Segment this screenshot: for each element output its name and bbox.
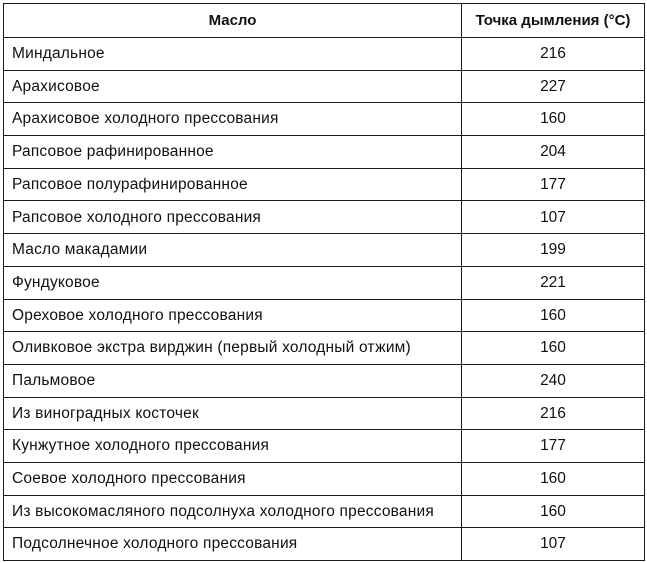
- table-body: [4, 38, 645, 561]
- table-header: [4, 4, 645, 38]
- table-row: [4, 528, 645, 561]
- oil-name-cell: Миндальное: [4, 38, 462, 71]
- table-row: [4, 168, 645, 201]
- oil-name-cell: Кунжутное холодного прессования: [4, 430, 462, 463]
- table-row: [4, 136, 645, 169]
- smoke-point-cell: 221: [462, 266, 645, 299]
- oil-name-cell: Рапсовое холодного прессования: [4, 201, 462, 234]
- smoke-point-cell: 216: [462, 397, 645, 430]
- smoke-point-cell: 107: [462, 201, 645, 234]
- table-row: [4, 201, 645, 234]
- table-row: [4, 332, 645, 365]
- oil-name-cell: Соевое холодного прессования: [4, 462, 462, 495]
- oil-name-cell: Подсолнечное холодного прессования: [4, 528, 462, 561]
- smoke-point-table: [3, 3, 645, 561]
- smoke-point-cell: 107: [462, 528, 645, 561]
- smoke-point-cell: 240: [462, 364, 645, 397]
- smoke-point-cell: 160: [462, 462, 645, 495]
- oil-name-cell: Ореховое холодного прессования: [4, 299, 462, 332]
- oil-name-cell: Масло макадамии: [4, 234, 462, 267]
- oil-name-cell: Оливковое экстра вирджин (первый холодный отжим): [4, 332, 462, 365]
- oil-name-cell: Пальмовое: [4, 364, 462, 397]
- smoke-point-cell: 227: [462, 70, 645, 103]
- smoke-point-cell: 177: [462, 168, 645, 201]
- table-row: [4, 234, 645, 267]
- table-row: [4, 103, 645, 136]
- header-oil: Масло: [4, 4, 462, 38]
- table-row: [4, 495, 645, 528]
- table-row: [4, 38, 645, 71]
- smoke-point-cell: 160: [462, 103, 645, 136]
- smoke-point-cell: 177: [462, 430, 645, 463]
- smoke-point-cell: 160: [462, 495, 645, 528]
- smoke-point-cell: 204: [462, 136, 645, 169]
- table-row: [4, 266, 645, 299]
- table-row: [4, 462, 645, 495]
- oil-name-cell: Из виноградных косточек: [4, 397, 462, 430]
- table-row: [4, 299, 645, 332]
- table-row: [4, 430, 645, 463]
- oil-name-cell: Рапсовое рафинированное: [4, 136, 462, 169]
- smoke-point-table-container: [3, 3, 645, 561]
- header-row: [4, 4, 645, 38]
- table-row: [4, 397, 645, 430]
- oil-name-cell: Из высокомасляного подсолнуха холодного прессования: [4, 495, 462, 528]
- header-smoke-point: Точка дымления (°С): [462, 4, 645, 38]
- oil-name-cell: Рапсовое полурафинированное: [4, 168, 462, 201]
- smoke-point-cell: 216: [462, 38, 645, 71]
- oil-name-cell: Арахисовое холодного прессования: [4, 103, 462, 136]
- smoke-point-cell: 199: [462, 234, 645, 267]
- table-row: [4, 70, 645, 103]
- table-row: [4, 364, 645, 397]
- smoke-point-cell: 160: [462, 332, 645, 365]
- smoke-point-cell: 160: [462, 299, 645, 332]
- oil-name-cell: Фундуковое: [4, 266, 462, 299]
- oil-name-cell: Арахисовое: [4, 70, 462, 103]
